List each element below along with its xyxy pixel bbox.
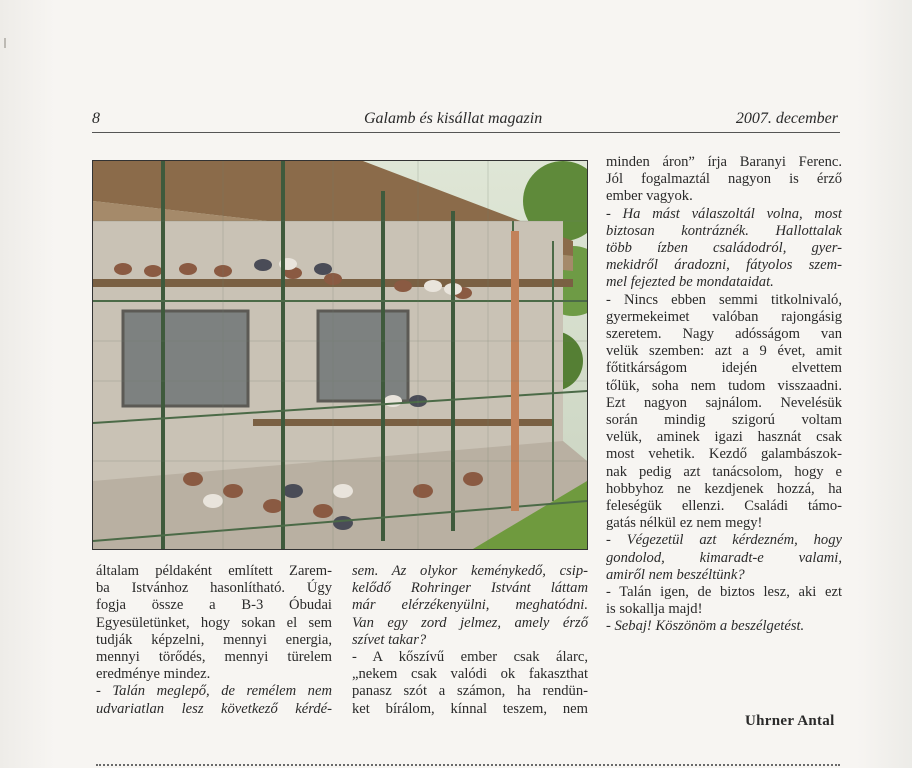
column-line: gondolod, kimaradt-e valami, bbox=[606, 549, 842, 566]
column-line: panasz szót a számon, ha rendün- bbox=[352, 683, 588, 700]
column-line: - Talán igen, de biztos lesz, aki ezt bbox=[606, 584, 842, 601]
column-line: fogja össze a B-3 Óbudai bbox=[96, 597, 332, 614]
magazine-title: Galamb és kisállat magazin bbox=[364, 110, 543, 127]
column-line: velük szemben: azt a 9 évet, amit bbox=[606, 343, 842, 360]
column-line: kelődő Rohringer Istvánt láttam bbox=[352, 580, 588, 597]
column-line: ember vagyok. bbox=[606, 188, 693, 205]
aviary-illustration bbox=[93, 161, 587, 549]
column-line: biztosan kontráznék. Hallottalak bbox=[606, 222, 842, 239]
column-line: - Végezetül azt kérdezném, hogy bbox=[606, 532, 842, 549]
page-header bbox=[92, 110, 840, 133]
column-line: Van egy zord jelmez, amely érző bbox=[352, 614, 588, 631]
column-line: hobbyhoz ne kezdjenek hozzá, ha bbox=[606, 480, 842, 497]
column-line: - Talán meglepő, de remélem nem bbox=[96, 683, 332, 700]
column-line: - Sebaj! Köszönöm a beszélgetést. bbox=[606, 618, 805, 635]
column-line: amiről nem beszéltünk? bbox=[606, 566, 745, 583]
column-line: - Ha mást válaszoltál volna, most bbox=[606, 205, 842, 222]
column-line: eredménye mindez. bbox=[96, 666, 211, 683]
column-line: is sokallja majd! bbox=[606, 601, 703, 618]
column-line: Ezt nagyon sajnálom. Nevelésük bbox=[606, 394, 842, 411]
column-line: feleségük ellenzi. Családi támo- bbox=[606, 498, 842, 515]
column-line: mekidről áradozni, fátyolos szem- bbox=[606, 257, 842, 274]
author-signature: Uhrner Antal bbox=[745, 713, 835, 729]
text-column-2 bbox=[352, 563, 588, 718]
column-line: már elérzékenyülni, meghatódni. bbox=[352, 597, 588, 614]
column-line: „nekem csak valódi ok fakaszthat bbox=[352, 666, 588, 683]
margin-mark bbox=[4, 38, 6, 48]
column-line: ket bírálom, kínnal teszem, nem bbox=[352, 700, 588, 717]
text-column-1 bbox=[96, 563, 332, 718]
column-line: - Nincs ebben semmi titkolnivaló, bbox=[606, 291, 842, 308]
column-line: ba Istvánhoz hasonlítható. Úgy bbox=[96, 580, 332, 597]
dotted-footer-rule bbox=[96, 764, 840, 768]
column-line: most vehetik. Kezdő galambászok- bbox=[606, 446, 842, 463]
column-line: sem. Az olykor keménykedő, csip- bbox=[352, 563, 588, 579]
column-line: tudják képzelni, mennyi energia, bbox=[96, 631, 332, 648]
pigeon-aviary-photo bbox=[92, 160, 588, 550]
column-line: mennyi törődés, mennyi türelem bbox=[96, 649, 332, 666]
column-line: Egyesületünket, hogy sokan el sem bbox=[96, 614, 332, 631]
column-line: mel fejezted be mondataidat. bbox=[606, 274, 774, 291]
issue-date: 2007. december bbox=[735, 110, 838, 127]
column-line: több ízben családodról, gyer- bbox=[606, 240, 842, 257]
page-number: 8 bbox=[92, 110, 100, 127]
column-line: gyermekeimet valóban rajongásig bbox=[606, 308, 842, 325]
column-line: udvariatlan lesz következő kérdé- bbox=[96, 700, 332, 717]
column-line: velük, aminek igazi hasznát csak bbox=[606, 429, 842, 446]
column-line: során mindig szigorú voltam bbox=[606, 412, 842, 429]
column-line: Jól fogalmaztál nagyon is érző bbox=[606, 171, 842, 188]
column-line: főtitkárságom idején elvettem bbox=[606, 360, 842, 377]
column-line: nak pedig azt tanácsolom, hogy e bbox=[606, 463, 842, 480]
column-line: általam példaként említett Zarem- bbox=[96, 563, 332, 579]
column-line: - A kőszívű ember csak álarc, bbox=[352, 649, 588, 666]
column-line: tőlük, soha nem tudom visszaadni. bbox=[606, 377, 842, 394]
column-line: gatás nélkül ez nem megy! bbox=[606, 515, 763, 532]
text-column-3 bbox=[606, 154, 842, 636]
column-line: szívet takar? bbox=[352, 631, 427, 648]
column-line: minden áron” írja Baranyi Ferenc. bbox=[606, 154, 842, 170]
column-line: szeretem. Nagy adósságom van bbox=[606, 326, 842, 343]
